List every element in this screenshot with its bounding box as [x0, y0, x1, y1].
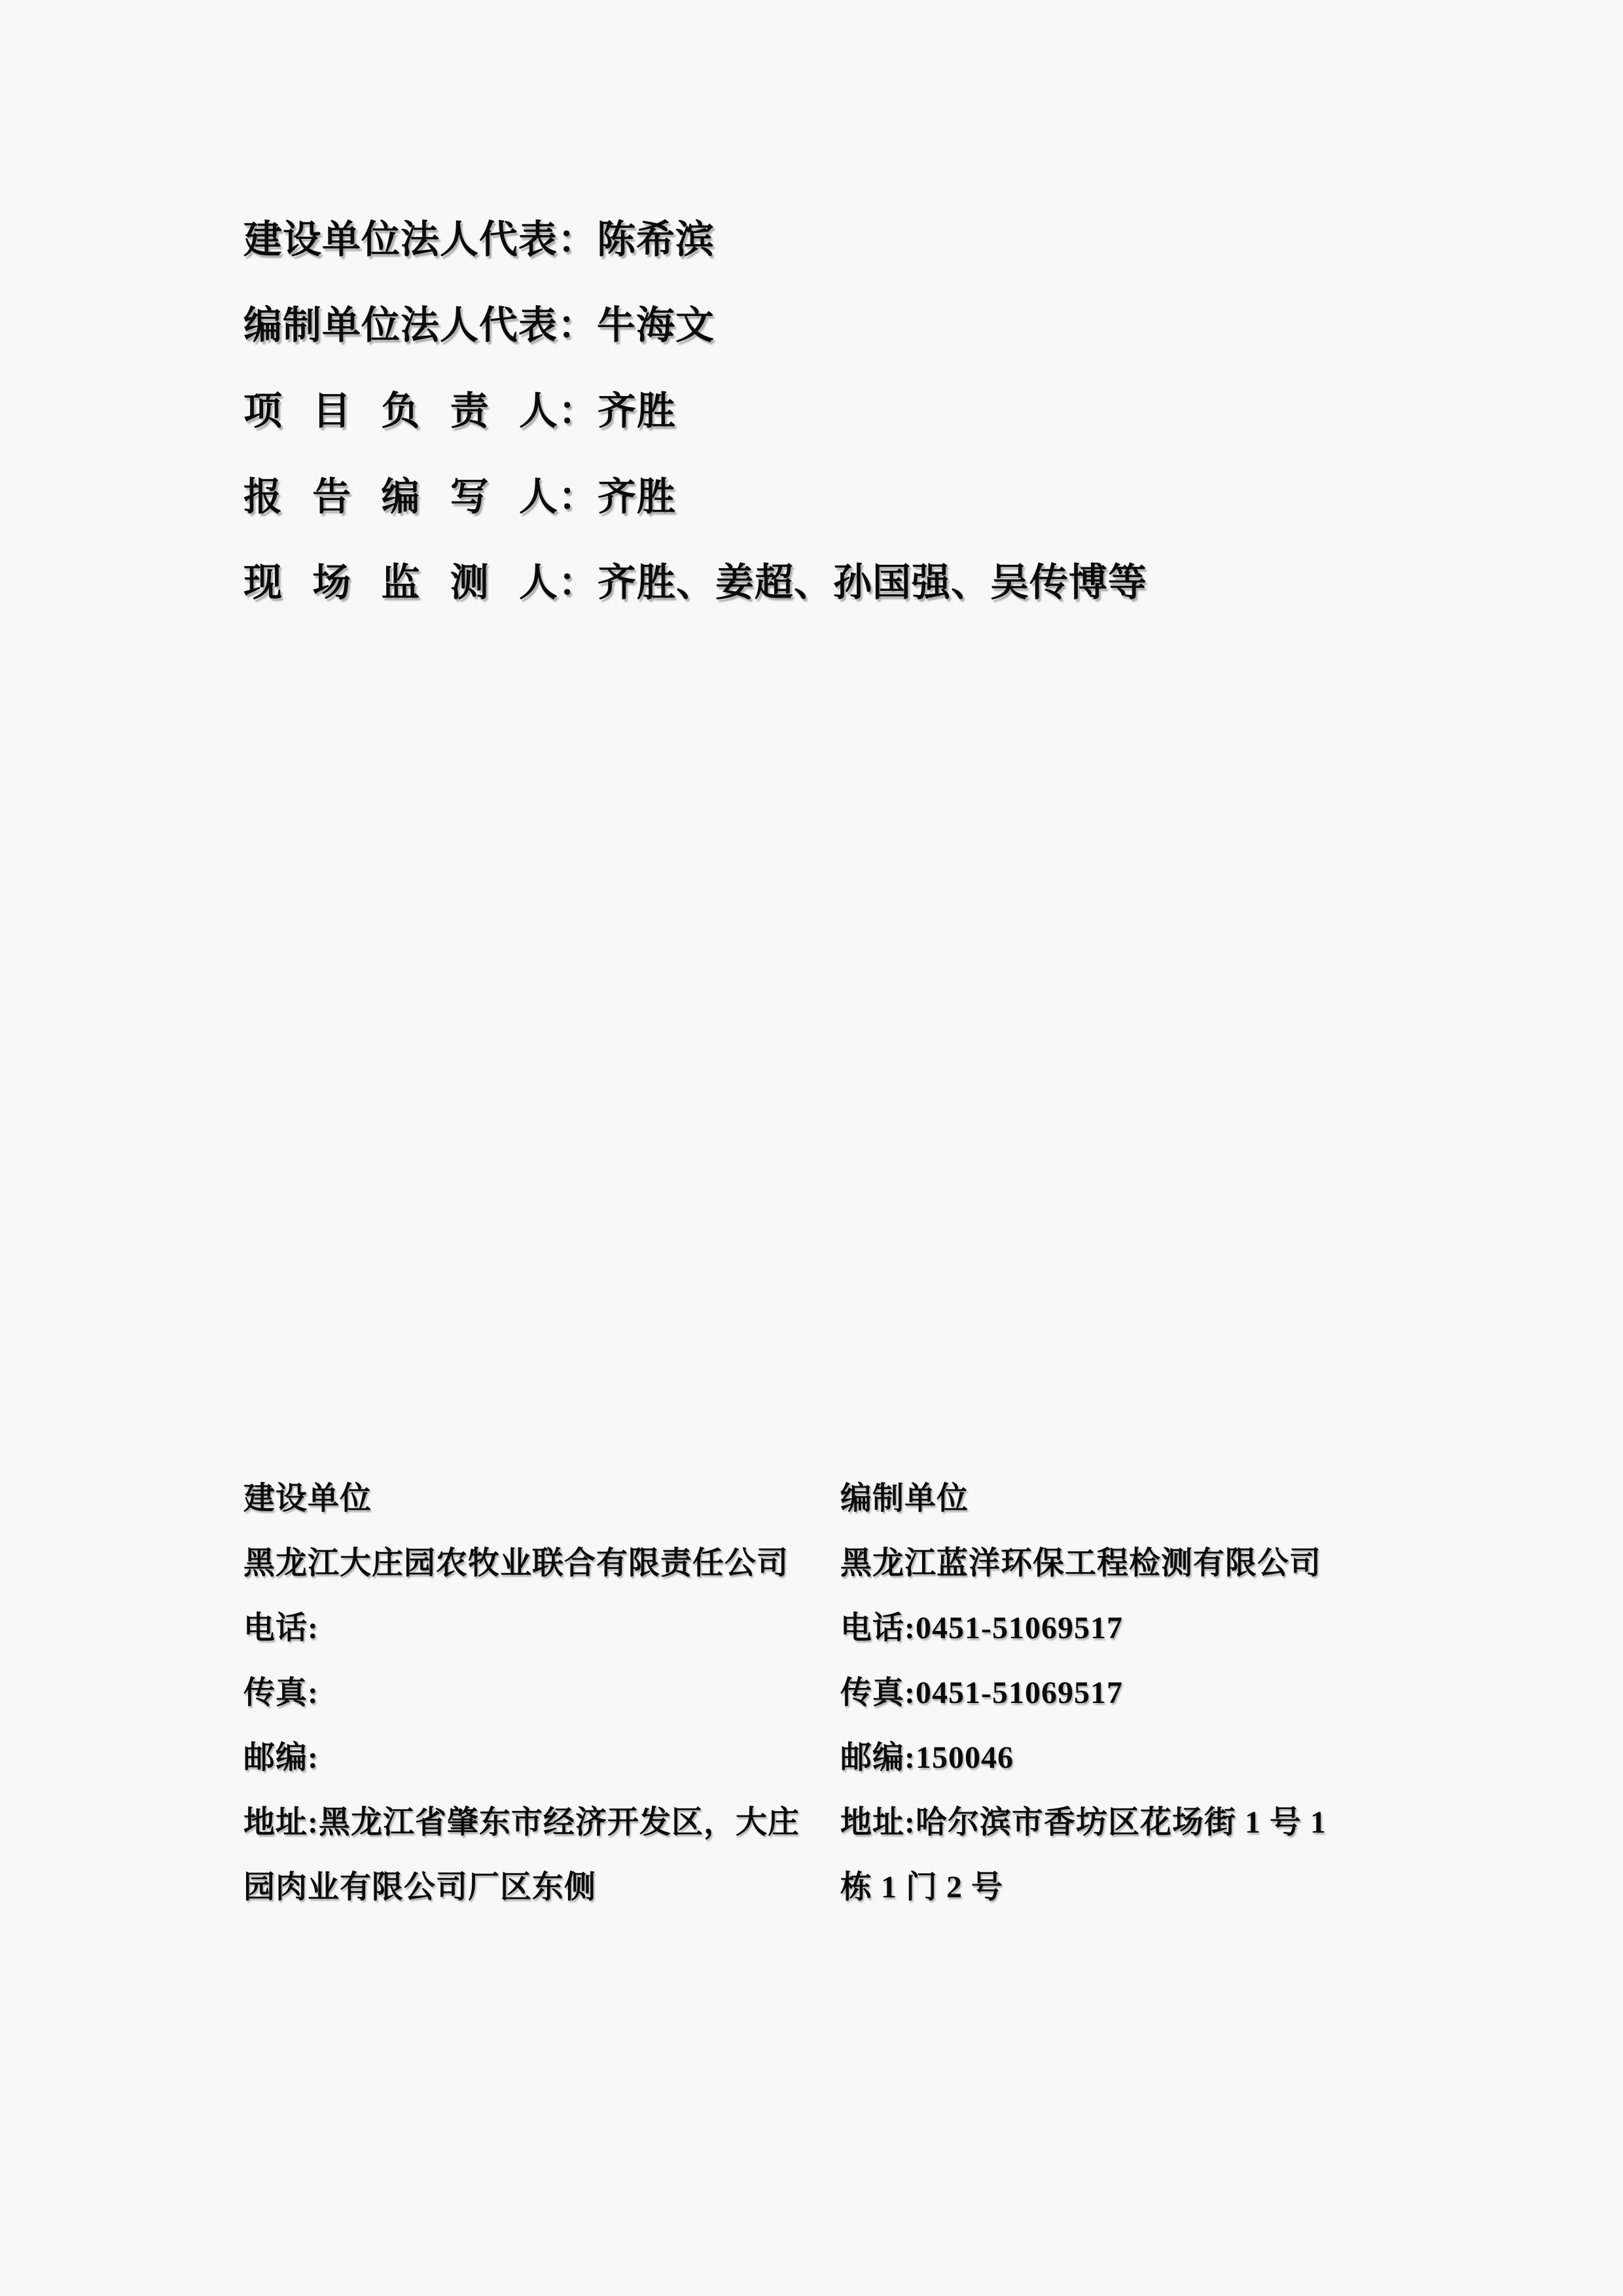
company-name: 黑龙江大庄园农牧业联合有限责任公司	[243, 1546, 789, 1581]
signature-value: 牛海文	[597, 304, 715, 347]
company-zip: 邮编:	[243, 1740, 319, 1775]
company-fax: 传真:0451-51069517	[840, 1676, 1123, 1710]
company-phone: 电话:	[243, 1611, 319, 1645]
company-address-line-2: 园肉业有限公司厂区东侧	[243, 1870, 597, 1905]
signature-line-builder-representative	[243, 218, 1147, 261]
company-fax: 传真:	[243, 1676, 319, 1710]
signature-line-field-monitors	[243, 561, 1148, 604]
signature-label: 现 场 监 测 人：	[243, 561, 598, 604]
signature-label: 报 告 编 写 人：	[243, 475, 598, 518]
company-zip: 邮编:150046	[840, 1740, 1014, 1775]
signature-label: 建设单位法人代表：	[243, 218, 597, 261]
signature-value: 齐胜	[597, 389, 677, 433]
company-address-line-1: 地址:黑龙江省肇东市经济开发区，大庄	[243, 1805, 800, 1840]
company-address-line-2: 栋 1 门 2 号	[840, 1870, 1004, 1905]
signature-value: 陈希滨	[597, 218, 715, 261]
signature-line-report-writer	[243, 475, 1147, 518]
compiler-company-column	[840, 1483, 1429, 1937]
signature-block	[243, 218, 1148, 649]
signature-value: 齐胜	[597, 475, 677, 518]
company-address-line-1: 地址:哈尔滨市香坊区花场街 1 号 1	[840, 1805, 1327, 1840]
signature-line-project-leader	[243, 389, 1147, 433]
signature-label: 编制单位法人代表：	[243, 304, 597, 347]
signature-value: 齐胜、姜超、孙国强、吴传博等	[597, 561, 1148, 604]
company-phone: 电话:0451-51069517	[840, 1611, 1123, 1645]
company-role: 建设单位	[243, 1481, 372, 1516]
signature-line-compiler-representative	[243, 306, 1147, 345]
company-role: 编制单位	[840, 1481, 969, 1516]
signature-label: 项 目 负 责 人：	[243, 389, 598, 433]
company-name: 黑龙江蓝洋环保工程检测有限公司	[840, 1546, 1322, 1581]
builder-company-column	[243, 1483, 832, 1937]
